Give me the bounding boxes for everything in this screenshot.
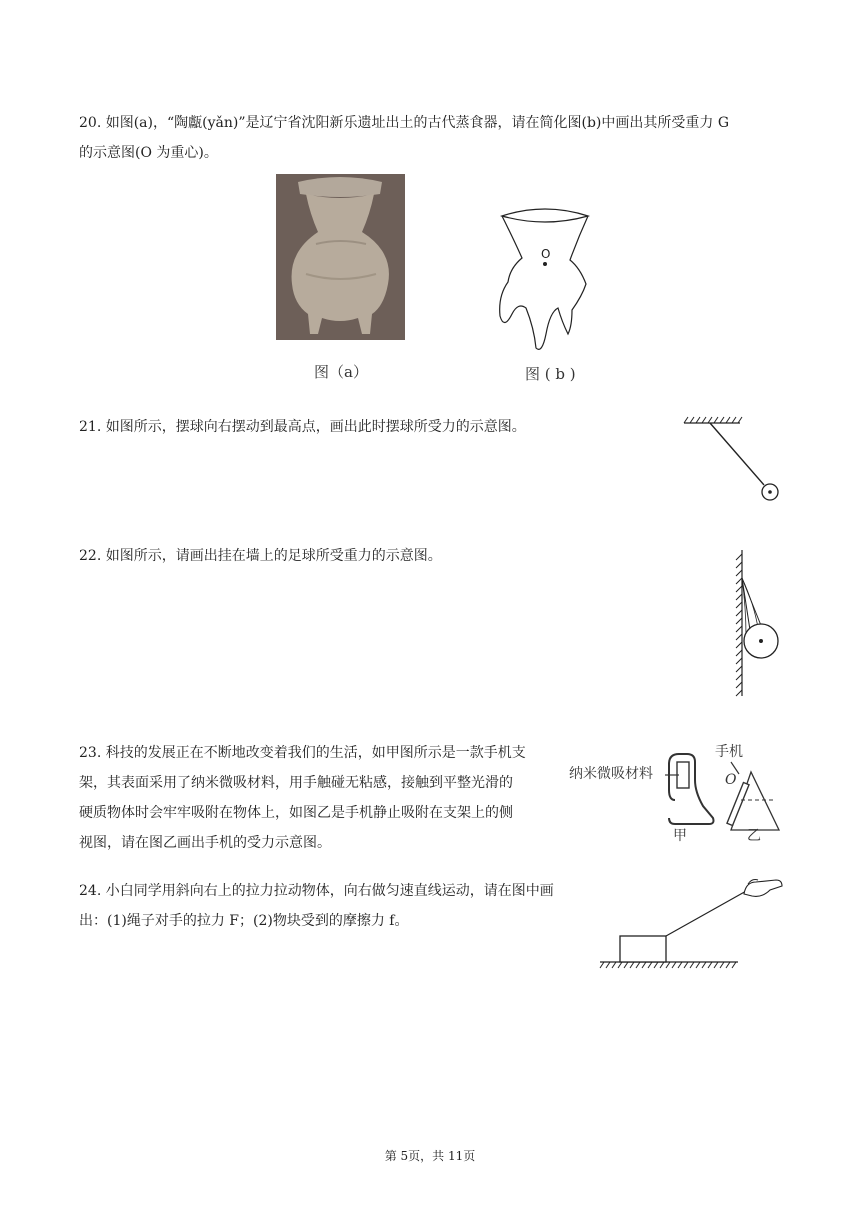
question-23-line4: 视图，请在图乙画出手机的受力示意图。 — [79, 835, 331, 851]
phone-label: 手机 — [715, 744, 743, 760]
question-24 — [79, 876, 599, 936]
question-20-line1: 20. 如图(a)，“陶甗(yǎn)”是辽宁省沈阳新乐遗址出土的古代蒸食器，请在简化图(b)中画出其所受重力 G — [79, 115, 730, 131]
figure-yi-label: 乙 — [747, 828, 761, 844]
question-22: 22. 如图所示，请画出挂在墙上的足球所受重力的示意图。 — [79, 548, 442, 564]
phone-holder-figure — [565, 740, 785, 845]
figure-jia-label: 甲 — [673, 828, 687, 844]
phone-point-label: O — [725, 772, 737, 788]
vessel-outline-figure — [490, 204, 600, 354]
question-23-line2: 架，其表面采用了纳米微吸材料，用手触碰无粘感，接触到平整光滑的 — [79, 775, 513, 791]
question-23-line3: 硬质物体时会牢牢吸附在物体上，如图乙是手机静止吸附在支架上的侧 — [79, 805, 513, 821]
nano-material-label: 纳米微吸材料 — [569, 766, 653, 782]
question-24-line1: 24. 小白同学用斜向右上的拉力拉动物体，向右做匀速直线运动，请在图中画 — [79, 883, 554, 899]
question-20 — [79, 108, 799, 168]
figure-b-caption: 图 ( b ) — [525, 365, 576, 383]
pendulum-figure — [680, 415, 790, 510]
pulling-block-figure — [596, 872, 786, 974]
vessel-point-label: O — [541, 247, 551, 261]
figure-a-caption: 图（a） — [314, 363, 368, 381]
pottery-photo — [276, 174, 405, 340]
question-20-line2: 的示意图(O 为重心)。 — [79, 145, 218, 161]
football-on-wall-figure — [728, 548, 788, 700]
question-24-line2: 出：(1)绳子对手的拉力 F；(2)物块受到的摩擦力 f。 — [79, 913, 409, 929]
question-23 — [79, 738, 579, 858]
question-21: 21. 如图所示，摆球向右摆动到最高点，画出此时摆球所受力的示意图。 — [79, 419, 526, 435]
page-footer: 第 5页，共 11页 — [384, 1149, 476, 1163]
question-23-line1: 23. 科技的发展正在不断地改变着我们的生活，如甲图所示是一款手机支 — [79, 745, 526, 761]
